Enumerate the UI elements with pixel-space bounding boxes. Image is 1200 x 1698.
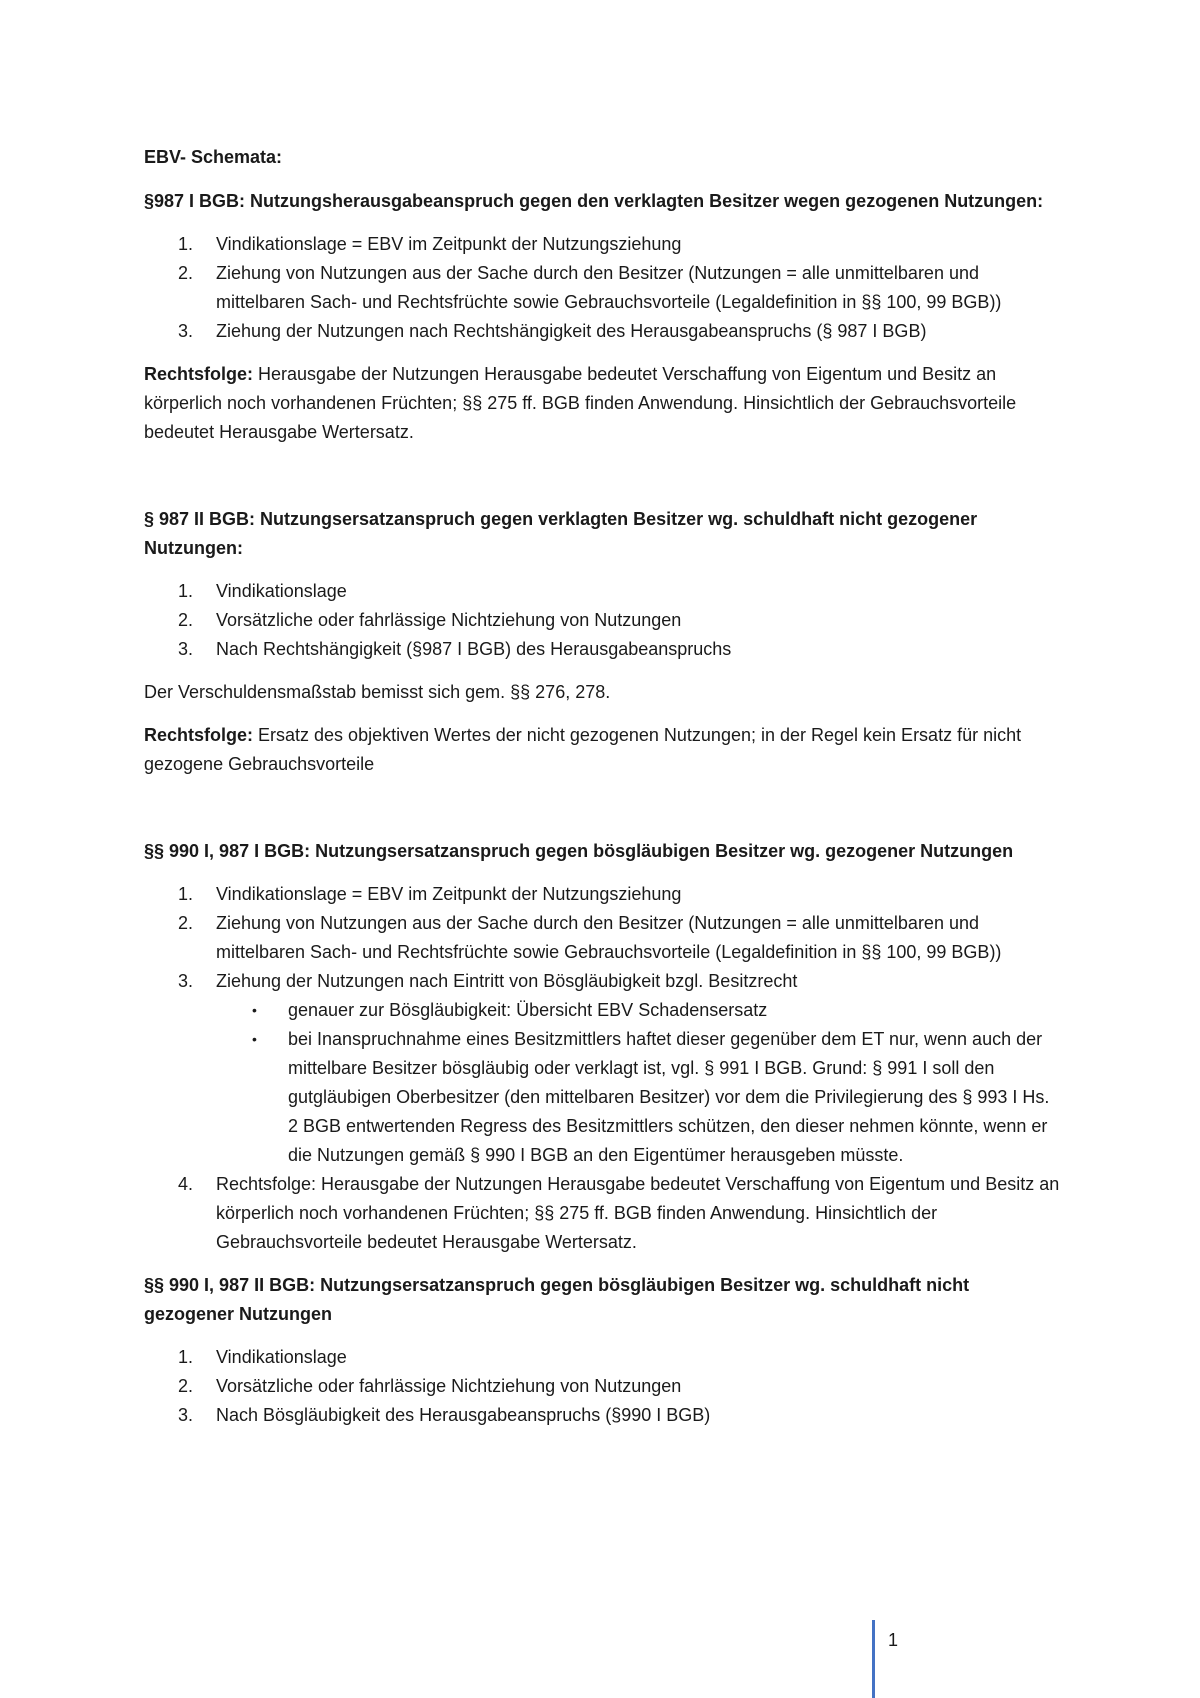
criteria-list bbox=[144, 1343, 1064, 1430]
list-item-text: Vindikationslage bbox=[216, 1347, 347, 1367]
list-item bbox=[144, 1372, 1064, 1401]
list-item-text: Nach Rechtshängigkeit (§987 I BGB) des Herausgabeanspruchs bbox=[216, 639, 732, 659]
list-item bbox=[144, 577, 1064, 606]
list-number: 3. bbox=[178, 971, 194, 991]
section-heading: §987 I BGB: Nutzungsherausgabeanspruch gegen den verklagten Besitzer wegen gezogenen Nutzungen: bbox=[144, 191, 1044, 211]
list-item-text: Vorsätzliche oder fahrlässige Nichtziehung von Nutzungen bbox=[216, 1376, 682, 1396]
list-number: 1. bbox=[178, 234, 194, 254]
list-item bbox=[144, 259, 1064, 317]
list-item bbox=[144, 317, 1064, 346]
culpability-note: Der Verschuldensmaßstab bemisst sich gem. §§ 276, 278. bbox=[144, 682, 611, 702]
list-number: 2. bbox=[178, 913, 194, 933]
list-item bbox=[144, 909, 1064, 967]
criteria-list bbox=[144, 577, 1064, 664]
list-number: 3. bbox=[178, 1405, 194, 1425]
bullet-icon: • bbox=[252, 1002, 257, 1018]
list-item-text: Vindikationslage = EBV im Zeitpunkt der Nutzungsziehung bbox=[216, 884, 682, 904]
list-item bbox=[144, 635, 1064, 664]
list-item-text: Ziehung von Nutzungen aus der Sache durch den Besitzer (Nutzungen = alle unmittelbaren und mittelbaren Sach- und Rechtsfrüchte sowie Gebrauchsvorteile (Legaldefinition in §§ 100, 99 BGB)) bbox=[216, 913, 1002, 962]
sub-bullet-list bbox=[216, 996, 1064, 1170]
list-item-text: Ziehung von Nutzungen aus der Sache durch den Besitzer (Nutzungen = alle unmittelbaren und mittelbaren Sach- und Rechtsfrüchte sowie Gebrauchsvorteile (Legaldefinition in §§ 100, 99 BGB)) bbox=[216, 263, 1002, 312]
list-item-text: Vorsätzliche oder fahrlässige Nichtziehung von Nutzungen bbox=[216, 610, 682, 630]
criteria-list bbox=[144, 880, 1064, 1257]
list-item-text: Ziehung der Nutzungen nach Rechtshängigkeit des Herausgabeanspruchs (§ 987 I BGB) bbox=[216, 321, 927, 341]
list-item-text: Rechtsfolge: Herausgabe der Nutzungen Herausgabe bedeutet Verschaffung von Eigentum und Besitz an körperlich noch vorhandenen Früchten; §§ 275 ff. BGB finden Anwendung. Hinsichtlich der Gebrauchsvorteile bedeutet Herausgabe Wertersatz. bbox=[216, 1174, 1060, 1252]
legal-consequence bbox=[144, 360, 1064, 447]
consequence-label: Rechtsfolge: bbox=[144, 725, 254, 745]
list-number: 4. bbox=[178, 1174, 194, 1194]
legal-consequence bbox=[144, 721, 1064, 779]
list-item-text: Vindikationslage bbox=[216, 581, 347, 601]
bullet-icon: • bbox=[252, 1031, 257, 1047]
sub-list-item bbox=[216, 1025, 1064, 1170]
document-body bbox=[144, 143, 1064, 1444]
list-number: 2. bbox=[178, 610, 194, 630]
list-number: 3. bbox=[178, 321, 194, 341]
list-item-text: Ziehung der Nutzungen nach Eintritt von Bösgläubigkeit bzgl. Besitzrecht bbox=[216, 971, 798, 991]
page-number-rule bbox=[872, 1620, 875, 1698]
sub-list-item-text: bei Inanspruchnahme eines Besitzmittlers haftet dieser gegenüber dem ET nur, wenn auch der mittelbare Besitzer bösgläubig oder verklagt ist, vgl. § 991 I BGB. Grund: § 991 I soll den gutgläubigen Oberbesitzer (den mittelbaren Besitzer) vor dem die Privilegierung des § 993 I Hs. 2 BGB entwertenden Regress des Besitzmittlers schützen, den dieser nehmen könnte, wenn er die Nutzungen gemäß § 990 I BGB an den Eigentümer herausgeben müsste. bbox=[288, 1029, 1050, 1165]
list-item bbox=[144, 967, 1064, 1170]
page-number: 1 bbox=[888, 1630, 899, 1650]
list-number: 1. bbox=[178, 1347, 194, 1367]
list-number: 3. bbox=[178, 639, 194, 659]
consequence-label: Rechtsfolge: bbox=[144, 364, 254, 384]
list-number: 1. bbox=[178, 581, 194, 601]
list-item bbox=[144, 1401, 1064, 1430]
section-heading: §§ 990 I, 987 II BGB: Nutzungsersatzanspruch gegen bösgläubigen Besitzer wg. schuldhaft nicht gezogener Nutzungen bbox=[144, 1275, 970, 1324]
consequence-text: Herausgabe der Nutzungen Herausgabe bedeutet Verschaffung von Eigentum und Besitz an körperlich noch vorhandenen Früchten; §§ 275 ff. BGB finden Anwendung. Hinsichtlich der Gebrauchsvorteile bedeutet Herausgabe Wertersatz. bbox=[144, 364, 1017, 442]
list-item bbox=[144, 1170, 1064, 1257]
list-number: 2. bbox=[178, 263, 194, 283]
list-item bbox=[144, 606, 1064, 635]
criteria-list bbox=[144, 230, 1064, 346]
section-heading: § 987 II BGB: Nutzungsersatzanspruch gegen verklagten Besitzer wg. schuldhaft nicht gezogener Nutzungen: bbox=[144, 509, 978, 558]
list-item-text: Vindikationslage = EBV im Zeitpunkt der Nutzungsziehung bbox=[216, 234, 682, 254]
list-item bbox=[144, 1343, 1064, 1372]
list-number: 2. bbox=[178, 1376, 194, 1396]
list-item-text: Nach Bösgläubigkeit des Herausgabeanspruchs (§990 I BGB) bbox=[216, 1405, 711, 1425]
list-item bbox=[144, 230, 1064, 259]
section-gap bbox=[144, 793, 1064, 837]
document-title: EBV- Schemata: bbox=[144, 147, 283, 167]
section-heading: §§ 990 I, 987 I BGB: Nutzungsersatzanspruch gegen bösgläubigen Besitzer wg. gezogener Nutzungen bbox=[144, 841, 1014, 861]
list-number: 1. bbox=[178, 884, 194, 904]
section-gap bbox=[144, 461, 1064, 505]
sub-list-item bbox=[216, 996, 1064, 1025]
list-item bbox=[144, 880, 1064, 909]
sub-list-item-text: genauer zur Bösgläubigkeit: Übersicht EBV Schadensersatz bbox=[288, 1000, 768, 1020]
consequence-text: Ersatz des objektiven Wertes der nicht gezogenen Nutzungen; in der Regel kein Ersatz für nicht gezogene Gebrauchsvorteile bbox=[144, 725, 1022, 774]
